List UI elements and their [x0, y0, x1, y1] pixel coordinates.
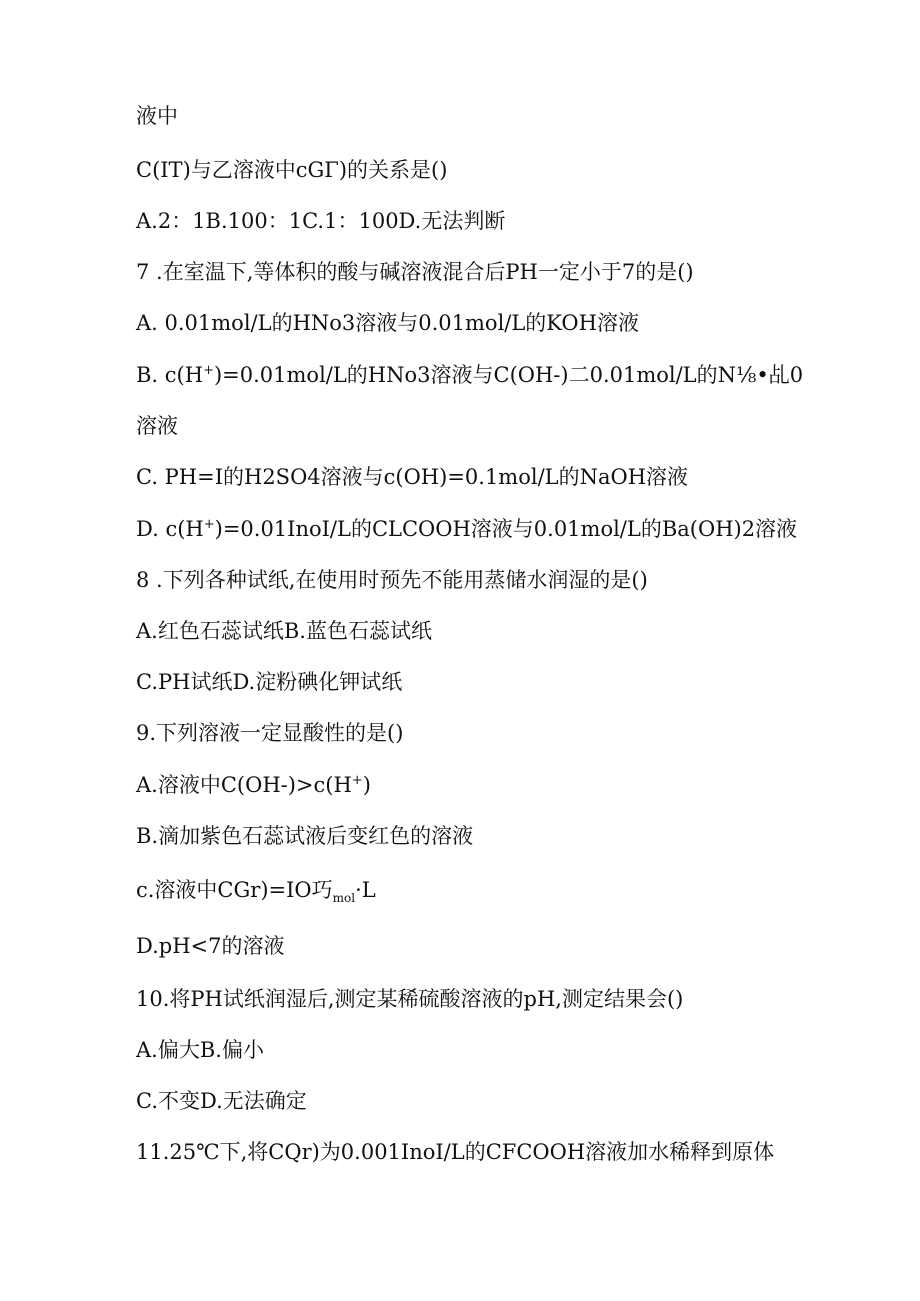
option-line: C.不变D.无法确定	[136, 1089, 307, 1113]
option-line: C.PH试纸D.淀粉碘化钾试纸	[136, 670, 403, 694]
option-line	[136, 771, 371, 799]
text-segment: )=0.01mol/L的HNo3溶液与C(OH-)二0.01mol/L的N⅛•乩0	[213, 363, 804, 387]
text-segment: D. c(H	[136, 517, 204, 541]
question-11: 11.25℃下,将CQr)为0.001InoI/L的CFCOOH溶液加水稀释到原体	[136, 1140, 775, 1164]
text-segment: B. c(H	[136, 363, 204, 387]
option-line	[136, 876, 376, 904]
superscript: +	[203, 517, 215, 532]
superscript: +	[351, 773, 363, 788]
option-line	[136, 361, 803, 389]
text-line: C(IT)与乙溶液中cGΓ)的关系是()	[136, 158, 448, 182]
superscript: +	[203, 363, 214, 378]
subscript: mol	[332, 891, 356, 906]
option-line: D.pH<7的溶液	[136, 934, 285, 958]
text-segment: )=0.01InoI/L的CLCOOH溶液与0.01mol/L的Ba(OH)2溶液	[214, 517, 798, 541]
text-segment: A.溶液中C(OH-)>c(H	[136, 773, 352, 797]
option-line: A.红色石蕊试纸B.蓝色石蕊试纸	[136, 619, 432, 643]
question-8: 8 .下列各种试纸,在使用时预先不能用蒸储水润湿的是()	[136, 568, 648, 592]
text-line: 溶液	[136, 414, 178, 438]
question-9: 9.下列溶液一定显酸性的是()	[136, 721, 404, 745]
option-line: A.偏大B.偏小	[136, 1038, 264, 1062]
option-line	[136, 515, 797, 543]
text-line: A.2：1B.100：1C.1：100D.无法判断	[136, 209, 506, 233]
text-segment: ·L	[355, 878, 376, 902]
text-segment: c.溶液中CGr)=IO巧	[136, 878, 333, 902]
option-line: C. PH=I的H2SO4溶液与c(OH)=0.1mol/L的NaOH溶液	[136, 465, 689, 489]
option-line: B.滴加紫色石蕊试液后变红色的溶液	[136, 824, 474, 848]
text-segment: )	[362, 773, 371, 797]
option-line: A. 0.01mol/L的HNo3溶液与0.01mol/L的KOH溶液	[136, 311, 639, 335]
question-7: 7 .在室温下,等体积的酸与碱溶液混合后PH一定小于7的是()	[136, 260, 694, 284]
text-line: 液中	[136, 104, 178, 128]
question-10: 10.将PH试纸润湿后,测定某稀硫酸溶液的pH,测定结果会()	[136, 987, 684, 1011]
